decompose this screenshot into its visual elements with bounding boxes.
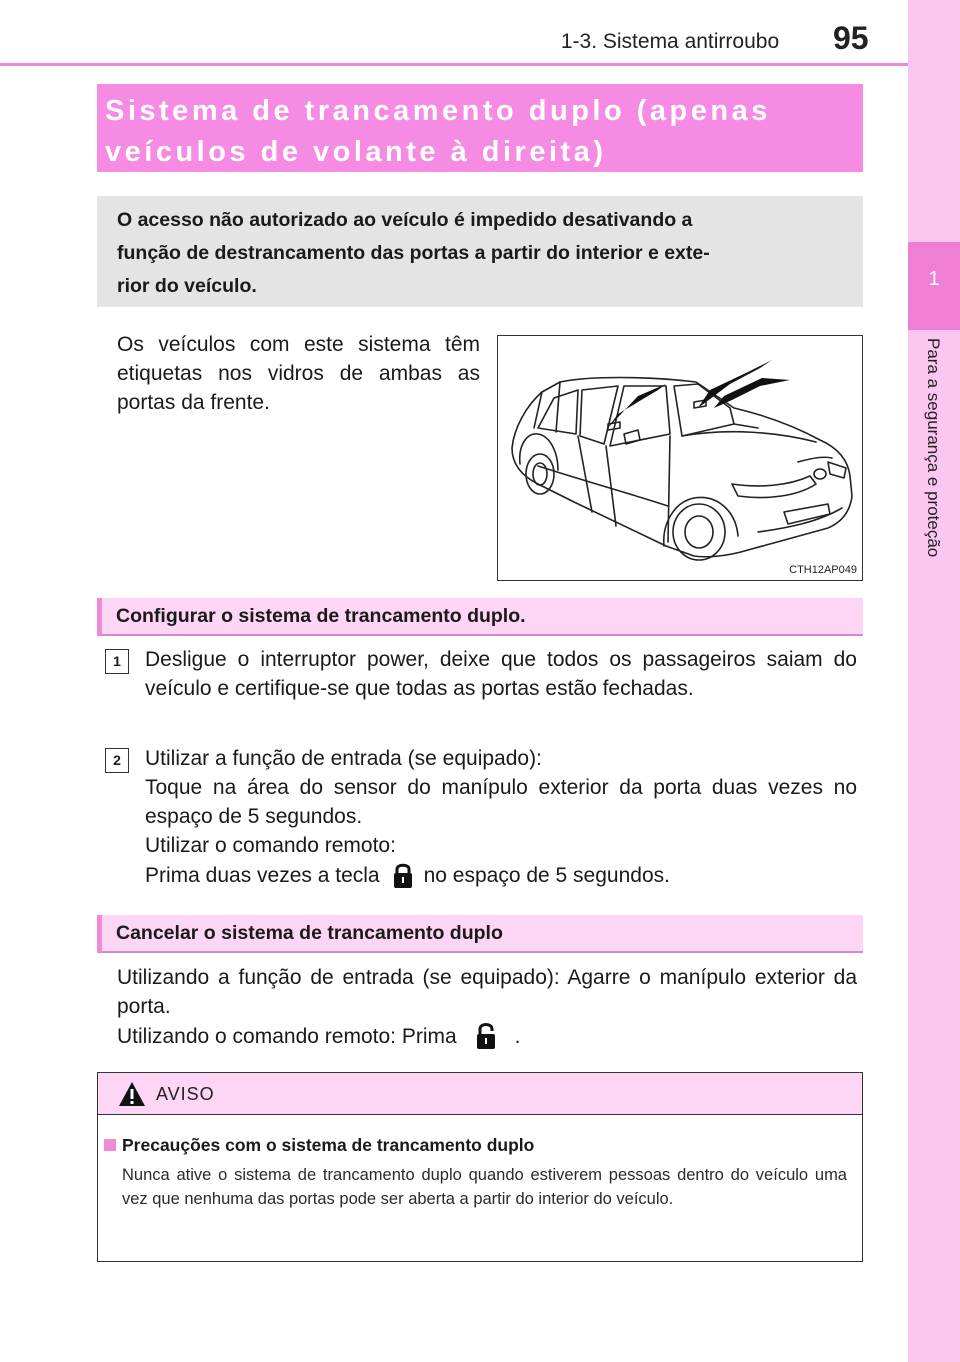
cancel-text <box>117 963 857 1051</box>
chapter-number: 1 <box>928 268 940 290</box>
warning-item-title-text: Precauções com o sistema de trancamento duplo <box>122 1135 535 1155</box>
warning-triangle-icon <box>118 1081 146 1107</box>
intro-text <box>117 204 843 303</box>
step-number-2: 2 <box>105 748 129 773</box>
page-title-line-1: Sistema de trancamento duplo (apenas <box>105 95 771 127</box>
description-text: Os veículos com este sistema têm etiquetas nos vidros de ambas as portas da frente. <box>117 333 480 414</box>
step-2-line-1: Utilizar a função de entrada (se equipado): <box>145 747 542 770</box>
car-figure <box>497 335 863 581</box>
step-2-line-2: Toque na área do sensor do manípulo exterior da porta duas vezes no espaço de 5 segundos. <box>145 776 857 828</box>
figure-code: CTH12AP049 <box>789 564 857 576</box>
intro-line-3: rior do veículo. <box>117 275 257 297</box>
chapter-label: Para a segurança e proteção <box>924 338 943 558</box>
cancel-line-2 <box>117 1021 857 1051</box>
intro-line-2: função de destrancamento das portas a partir do interior e exte- <box>117 242 710 264</box>
intro-line-1: O acesso não autorizado ao veículo é impedido desativando a <box>117 209 693 231</box>
step-2-text <box>145 744 857 890</box>
step-2-line-4-after: no espaço de 5 segundos. <box>423 864 670 887</box>
bullet-square-icon <box>104 1139 116 1151</box>
step-number-1: 1 <box>105 649 129 674</box>
page-title-line-2: veículos de volante à direita) <box>105 136 607 168</box>
step-2-line-4 <box>145 860 857 890</box>
configure-heading: Configurar o sistema de trancamento duplo. <box>97 598 863 636</box>
step-2-line-3: Utilizar o comando remoto: <box>145 834 396 857</box>
car-illustration-icon <box>498 336 862 580</box>
intro-box <box>97 196 863 307</box>
warning-item-text: Nunca ative o sistema de trancamento duplo quando estiverem pessoas dentro do veículo uma vez que nenhuma das portas pode ser aberta a partir do interior do veículo. <box>122 1166 847 1208</box>
header-rule <box>0 63 908 66</box>
warning-box <box>97 1072 863 1262</box>
cancel-line-2-before: Utilizando o comando remoto: Prima <box>117 1025 457 1048</box>
page-number: 95 <box>833 20 869 56</box>
cancel-line-1: Utilizando a função de entrada (se equipado): Agarre o manípulo exterior da porta. <box>117 966 857 1018</box>
step-1-text: Desligue o interruptor power, deixe que todos os passageiros saiam do veículo e certifique-se que todas as portas estão fechadas. <box>145 648 857 700</box>
step-2-line-4-before: Prima duas vezes a tecla <box>145 864 380 887</box>
chapter-side-tab <box>908 0 960 1362</box>
cancel-heading: Cancelar o sistema de trancamento duplo <box>97 915 863 953</box>
warning-item-title <box>104 1135 534 1156</box>
warning-label: AVISO <box>156 1084 215 1104</box>
lock-icon <box>392 860 414 890</box>
section-title: 1-3. Sistema antirroubo <box>560 30 780 53</box>
cancel-line-2-after: . <box>514 1025 521 1048</box>
chapter-label-container <box>917 338 951 618</box>
warning-header <box>98 1073 862 1115</box>
page-title <box>105 91 863 173</box>
unlock-icon <box>475 1021 497 1051</box>
page-title-banner <box>97 84 863 172</box>
